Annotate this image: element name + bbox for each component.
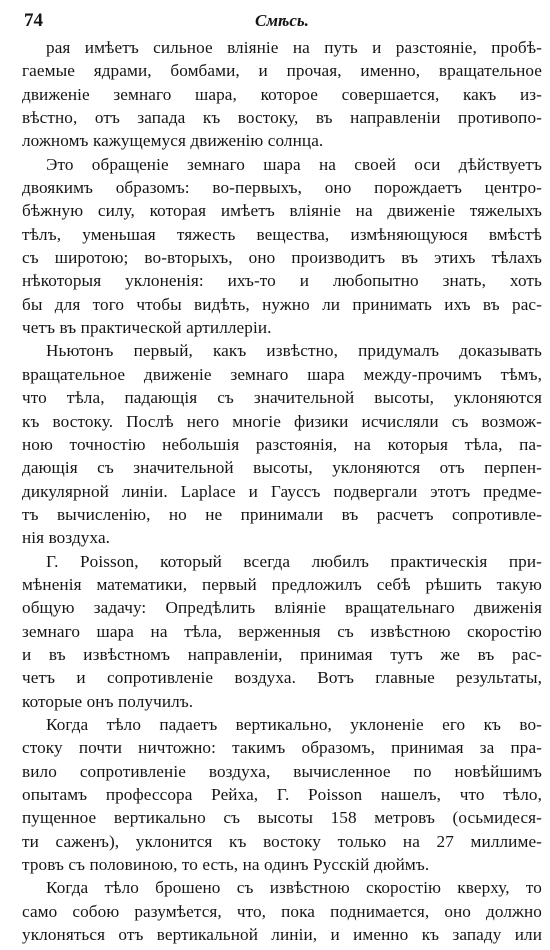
text-line: стоку почти ничтожно: такимъ образомъ, принимая за пра- — [22, 738, 542, 758]
text-line: ложномъ кажущемуся движенію солнца. — [22, 131, 324, 151]
page-number: 74 — [24, 10, 43, 31]
text-line: само собою разумѣется, что, пока поднимается, оно должно — [22, 901, 542, 921]
text-line: двоякимъ образомъ: во-первыхъ, оно порождаетъ центро- — [22, 178, 542, 198]
body-text — [22, 36, 542, 946]
text-line: Г. Poisson, который всегда любилъ практическія при- — [46, 551, 542, 571]
paragraph — [22, 339, 542, 549]
text-line: четъ въ практической артиллеріи. — [22, 318, 272, 338]
running-title: Смѣсь. — [255, 11, 309, 30]
text-line: Ньютонъ первый, какъ извѣстно, придумалъ доказывать — [46, 341, 542, 361]
text-line: движеніе земнаго шара, которое совершается, какъ из- — [22, 84, 542, 104]
paragraph — [22, 876, 542, 946]
paragraph — [22, 36, 542, 153]
text-line: Когда тѣло падаетъ вертикально, уклоненіе его къ во- — [46, 714, 542, 734]
text-line: общую задачу: Опредѣлить вліяніе вращательнаго движенія — [22, 598, 542, 618]
text-line: ною точностію небольшія разстоянія, на которыя тѣла, па- — [22, 434, 542, 454]
text-line: гаемые ядрами, бомбами, и прочая, именно, вращательное — [22, 61, 542, 81]
text-line: тѣлъ, уменьшая тяжесть вещества, измѣняющуюся вмѣстѣ — [22, 224, 542, 244]
text-line: къ востоку. Послѣ него многіе физики исчисляли съ возмож- — [22, 411, 542, 431]
paragraph — [22, 550, 542, 713]
text-line: земнаго шара на тѣла, верженныя съ извѣстною скоростію — [22, 621, 542, 641]
text-line: дающія съ значительной высоты, уклоняются отъ перпен- — [22, 458, 542, 478]
text-line: и въ извѣстномъ направленіи, принимая тутъ же въ рас- — [22, 644, 542, 664]
text-line: уклоняться отъ вертикальной линіи, и именно къ западу или — [22, 925, 542, 945]
text-line: опытамъ профессора Рейха, Г. Poisson нашелъ, что тѣло, — [22, 785, 542, 804]
paragraph — [22, 153, 542, 340]
text-line: что тѣла, падающія съ значительной высоты, уклоняются — [22, 388, 542, 408]
text-line: съ широтою; во-вторыхъ, оно производитъ въ этихъ тѣлахъ — [22, 248, 542, 268]
text-line: пущенное вертикально съ высоты 158 метровъ (осьмидеся- — [22, 808, 542, 828]
text-line: нія воздуха. — [22, 528, 111, 548]
text-line: вило сопротивленіе воздуха, вычисленное по новѣйшимъ — [22, 761, 542, 781]
text-line: бы для того чтобы видѣть, нужно ли принимать ихъ въ рас- — [22, 294, 542, 314]
text-line: Это обращеніе земнаго шара на своей оси дѣйствуетъ — [46, 154, 542, 174]
text-line: вращательное движеніе земнаго шара между-прочимъ тѣмъ, — [22, 364, 542, 384]
text-line: ти саженъ), уклонится къ востоку только на 27 миллиме- — [22, 831, 542, 851]
text-line: дикулярной линіи. Laplace и Гауссъ подвергали этотъ предме- — [22, 481, 542, 501]
text-line: тровъ съ половиною, то есть, на одинъ Русскій дюймъ. — [22, 855, 430, 875]
text-line: рая имѣетъ сильное вліяніе на путь и разстояніе, пробѣ- — [46, 38, 542, 57]
text-line: вѣстно, отъ запада къ востоку, въ направленіи противопо- — [22, 108, 542, 128]
running-head — [22, 6, 542, 36]
text-line: бѣжную силу, которая имѣетъ вліяніе на движеніе тяжелыхъ — [22, 201, 542, 221]
text-line: четъ и сопротивленіе воздуха. Вотъ главные результаты, — [22, 668, 542, 688]
text-line: нѣкоторыя уклоненія: ихъ-то и любопытно знать, хоть — [22, 271, 542, 291]
text-line: тъ вычисленію, но не принимали въ расчетъ сопротивле- — [22, 504, 542, 524]
text-line: которые онъ получилъ. — [22, 691, 194, 711]
text-line: Когда тѣло брошено съ извѣстною скоростію кверху, то — [46, 878, 542, 898]
paragraph — [22, 713, 542, 876]
text-line: мѣненія математики, первый предложилъ себѣ рѣшить такую — [22, 574, 542, 594]
